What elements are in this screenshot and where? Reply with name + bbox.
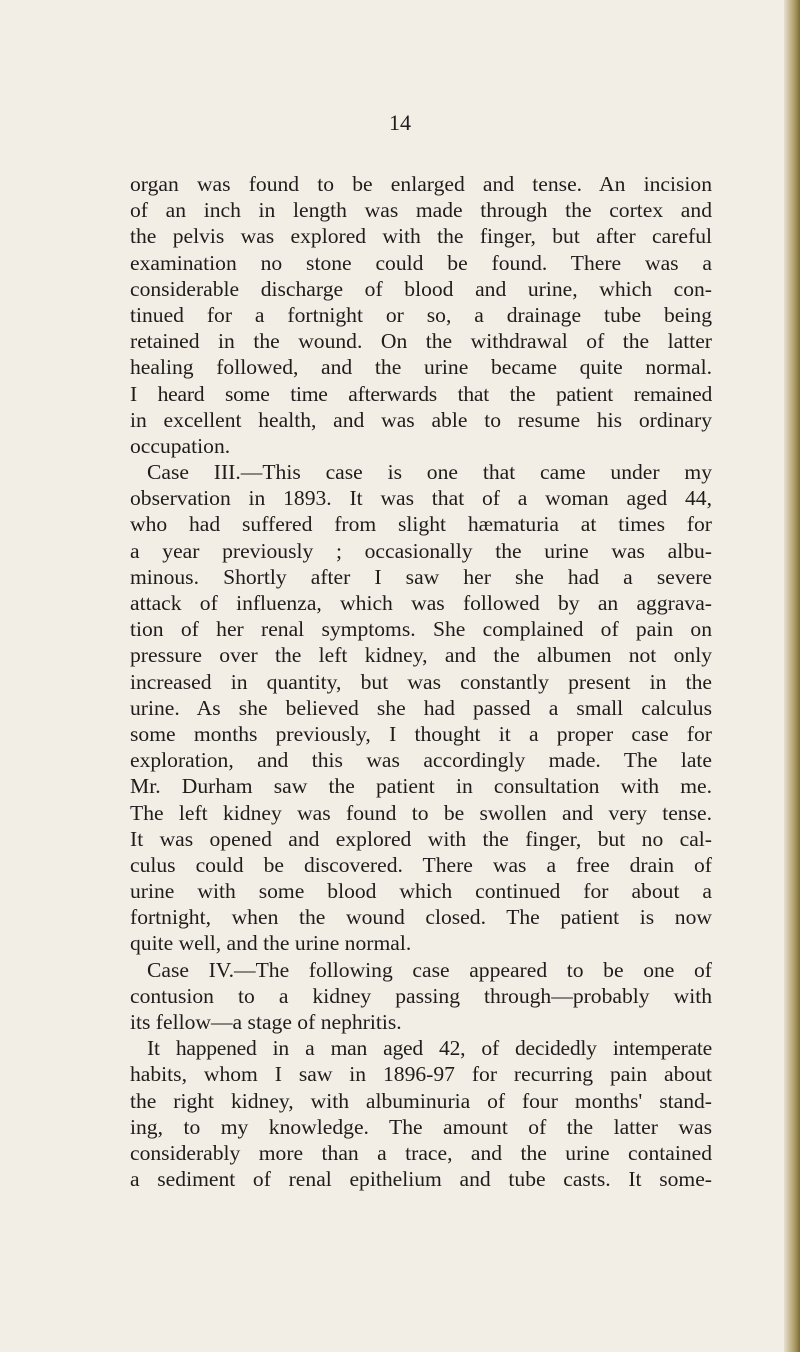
text-line: Mr. Durham saw the patient in consultation with me. [130,774,712,799]
text-line: The left kidney was found to be swollen and very tense. [130,800,712,825]
text-line: some months previously, I thought it a proper case for [130,721,712,746]
text-line: considerably more than a trace, and the urine contained [130,1140,712,1165]
text-line: pressure over the left kidney, and the albumen not only [130,643,712,668]
body-text [130,171,712,1192]
text-line: healing followed, and the urine became quite normal. [130,355,712,380]
page-number: 14 [389,110,411,135]
text-line: habits, whom I saw in 1896-97 for recurring pain about [130,1062,712,1087]
text-line: It happened in a man aged 42, of decidedly intemperate [147,1036,712,1061]
text-line: the pelvis was explored with the finger, but after careful [130,224,712,249]
text-line: observation in 1893. It was that of a woman aged 44, [130,486,712,511]
text-line: considerable discharge of blood and urine, which con- [130,276,712,301]
text-line: organ was found to be enlarged and tense. An incision [130,172,712,196]
text-line: examination no stone could be found. There was a [130,250,712,275]
text-line: fortnight, when the wound closed. The patient is now [130,905,712,930]
text-line: its fellow—a stage of nephritis. [130,1010,402,1034]
text-line: ing, to my knowledge. The amount of the latter was [130,1114,712,1139]
text-line: culus could be discovered. There was a free drain of [130,852,712,877]
text-line: retained in the wound. On the withdrawal of the latter [130,329,712,354]
case-heading-line: Case IV.—The following case appeared to be one of [147,957,712,982]
text-line: It was opened and explored with the finger, but no cal- [130,826,712,851]
text-line: a year previously ; occasionally the urine was albu- [130,538,712,563]
text-line: increased in quantity, but was constantly present in the [130,669,712,694]
text-line: occupation. [130,433,231,458]
text-line: quite well, and the urine normal. [130,931,412,956]
text-line: of an inch in length was made through the cortex and [130,198,712,223]
text-line: contusion to a kidney passing through—probably with [130,983,712,1008]
text-line: in excellent health, and was able to resume his ordinary [130,407,712,432]
text-line: the right kidney, with albuminuria of four months' stand- [130,1088,712,1113]
case-heading-line: Case III.—This case is one that came under my [147,460,712,485]
text-line: exploration, and this was accordingly made. The late [130,748,712,773]
text-line: minous. Shortly after I saw her she had a severe [130,564,712,589]
text-line: urine with some blood which continued for about a [130,879,712,904]
text-line: I heard some time afterwards that the patient remained [130,381,712,406]
page-edge-shadow [784,0,800,1352]
text-line: who had suffered from slight hæmaturia at times for [130,512,712,537]
text-line: tinued for a fortnight or so, a drainage tube being [130,302,712,327]
text-line: tion of her renal symptoms. She complained of pain on [130,617,712,642]
text-line: attack of influenza, which was followed by an aggrava- [130,591,712,615]
text-line: a sediment of renal epithelium and tube casts. It some- [130,1167,712,1192]
text-line: urine. As she believed she had passed a small calculus [130,695,712,720]
